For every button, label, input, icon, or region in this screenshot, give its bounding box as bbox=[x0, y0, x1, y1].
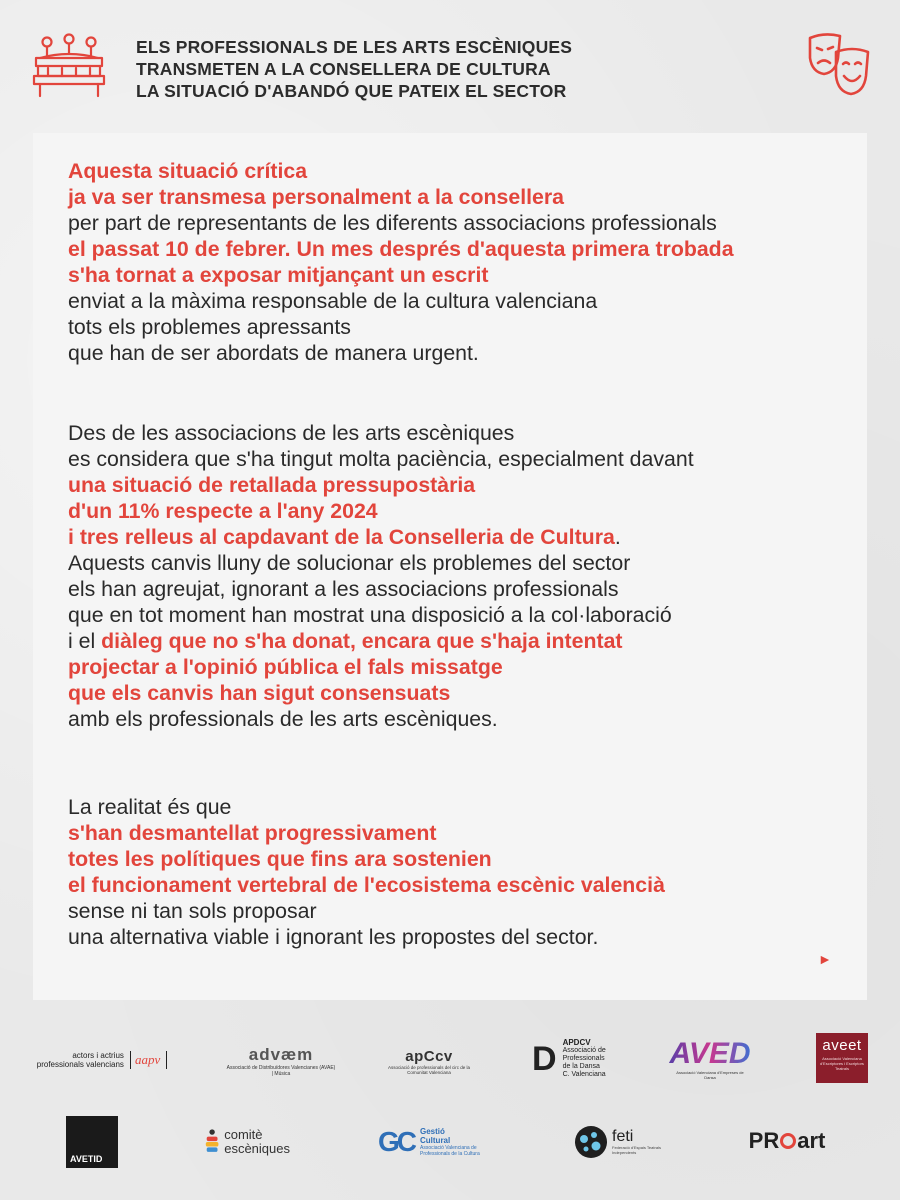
text-line: per part de representants de les diferents associacions professionals bbox=[68, 211, 717, 235]
logo-adveem-name: advæm bbox=[248, 1045, 314, 1064]
logo-adveem bbox=[226, 1043, 336, 1079]
text-line: es considera que s'ha tingut molta paciència, especialment davant bbox=[68, 447, 694, 471]
logo-aved-sub: Associació Valenciana d'Empreses de Dansa bbox=[676, 1070, 744, 1080]
text-line: que han de ser abordats de manera urgent. bbox=[68, 341, 479, 365]
logo-comite bbox=[204, 1124, 290, 1160]
logo-gestio-cultural bbox=[378, 1124, 496, 1160]
text-line: totes les polítiques que fins ara sostenien bbox=[68, 847, 492, 871]
logo-apdcv-mark: D bbox=[532, 1040, 557, 1078]
text-line: el funcionament vertebral de l'ecosistema escènic valencià bbox=[68, 873, 665, 897]
text-line: enviat a la màxima responsable de la cultura valenciana bbox=[68, 289, 598, 313]
logo-gestio-sub: Associació Valenciana de Professionals de la Cultura bbox=[420, 1145, 480, 1157]
logo-aved-name: AVED bbox=[669, 1037, 751, 1070]
logo-gestio-name1: Gestió bbox=[420, 1127, 445, 1136]
text-line: sense ni tan sols proposar bbox=[68, 899, 317, 923]
text-line: tots els problemes apressants bbox=[68, 315, 351, 339]
text-line: ja va ser transmesa personalment a la consellera bbox=[68, 185, 565, 209]
logo-feti bbox=[574, 1122, 670, 1162]
next-arrow-icon[interactable]: ► bbox=[818, 951, 832, 967]
logo-gestio-mark: GC bbox=[378, 1126, 414, 1157]
theater-masks-icon bbox=[806, 32, 872, 102]
logo-avetid bbox=[66, 1116, 118, 1168]
text-line: amb els professionals de les arts escèniques. bbox=[68, 707, 498, 731]
text-line: s'ha tornat a exposar mitjançant un escrit bbox=[68, 263, 489, 287]
logo-apccv bbox=[386, 1043, 472, 1079]
logo-aapv-mark: aapv bbox=[134, 1052, 161, 1067]
logo-comite-line2: escèniques bbox=[224, 1141, 290, 1156]
logo-aved bbox=[669, 1036, 751, 1082]
text-line: Des de les associacions de les arts escèniques bbox=[68, 421, 515, 445]
logo-avetid-name: AVETID bbox=[70, 1154, 103, 1164]
text-line: el passat 10 de febrer. Un mes després d'aquesta primera trobada bbox=[68, 237, 734, 261]
logo-apdcv-sub4: C. Valenciana bbox=[562, 1071, 606, 1078]
logo-proart-o-icon bbox=[780, 1133, 796, 1149]
logo-proart-name2: art bbox=[797, 1128, 826, 1153]
logo-apccv-sub: Associació de professionals del circ de la Comunitat Valenciana bbox=[387, 1064, 471, 1075]
page-title bbox=[136, 36, 696, 102]
text-tail: . bbox=[614, 525, 621, 549]
text-line: Aquests canvis lluny de solucionar els problemes del sector bbox=[68, 551, 631, 575]
logo-apdcv-sub3: de la Dansa bbox=[562, 1063, 600, 1070]
logo-apdcv-sub1: Associació de bbox=[562, 1047, 606, 1054]
logo-apdcv bbox=[532, 1038, 622, 1080]
text-line: els han agreujat, ignorant a les associacions professionals bbox=[68, 577, 619, 601]
paragraph-1 bbox=[68, 158, 734, 366]
text-line: que els canvis han sigut consensuats bbox=[68, 681, 451, 705]
logo-apdcv-sub2: Professionals bbox=[562, 1055, 605, 1062]
logo-gestio-name2: Cultural bbox=[420, 1136, 451, 1145]
comite-icon bbox=[204, 1127, 220, 1157]
text-line: s'han desmantellat progressivament bbox=[68, 821, 437, 845]
text-line: i tres relleus al capdavant de la Conselleria de Cultura bbox=[68, 525, 615, 549]
text-line: una situació de retallada pressupostària bbox=[68, 473, 476, 497]
logo-aapv bbox=[32, 1040, 172, 1080]
logo-adveem-sub: Associació de Distribuïdores Valencianes (AVAE) | Música bbox=[226, 1065, 336, 1077]
logo-feti-name: feti bbox=[612, 1128, 634, 1145]
text-line: d'un 11% respecte a l'any 2024 bbox=[68, 499, 378, 523]
logo-aapv-line2: professionals valencians bbox=[36, 1060, 124, 1069]
logo-apccv-name: apCcv bbox=[405, 1047, 453, 1065]
text-line: projectar a l'opinió pública el fals missatge bbox=[68, 655, 503, 679]
logo-aveet bbox=[816, 1033, 868, 1083]
logo-aapv-line1: actors i actrius bbox=[72, 1051, 124, 1060]
text-prefix: i el bbox=[68, 629, 102, 653]
text-line: La realitat és que bbox=[68, 795, 232, 819]
text-line: que en tot moment han mostrat una disposició a la col·laboració bbox=[68, 603, 672, 627]
paragraph-2 bbox=[68, 420, 694, 732]
theater-stage-icon bbox=[30, 32, 108, 102]
text-line: una alternativa viable i ignorant les propostes del sector. bbox=[68, 925, 599, 949]
paragraph-3 bbox=[68, 794, 665, 950]
feti-icon bbox=[574, 1125, 608, 1159]
logo-aveet-name: aveet bbox=[822, 1037, 862, 1054]
logo-apdcv-name: APDCV bbox=[562, 1038, 591, 1047]
logo-proart bbox=[740, 1124, 834, 1158]
header bbox=[0, 0, 900, 120]
logo-feti-sub: Federació d'Espais Teatrals Independents bbox=[612, 1145, 661, 1155]
logo-proart-name1: PR bbox=[748, 1128, 780, 1153]
text-line: Aquesta situació crítica bbox=[68, 159, 308, 183]
title-line-1: ELS PROFESSIONALS DE LES ARTS ESCÈNIQUES bbox=[136, 37, 573, 57]
logo-comite-line1: comitè bbox=[224, 1127, 263, 1142]
title-line-3: LA SITUACIÓ D'ABANDÓ QUE PATEIX EL SECTOR bbox=[136, 81, 567, 101]
text-line: diàleg que no s'ha donat, encara que s'haja intentat bbox=[101, 629, 623, 653]
logo-aveet-sub: Associació Valenciana d'Escriptores i Escriptors Teatrals bbox=[820, 1056, 864, 1071]
title-line-2: TRANSMETEN A LA CONSELLERA DE CULTURA bbox=[136, 59, 551, 79]
